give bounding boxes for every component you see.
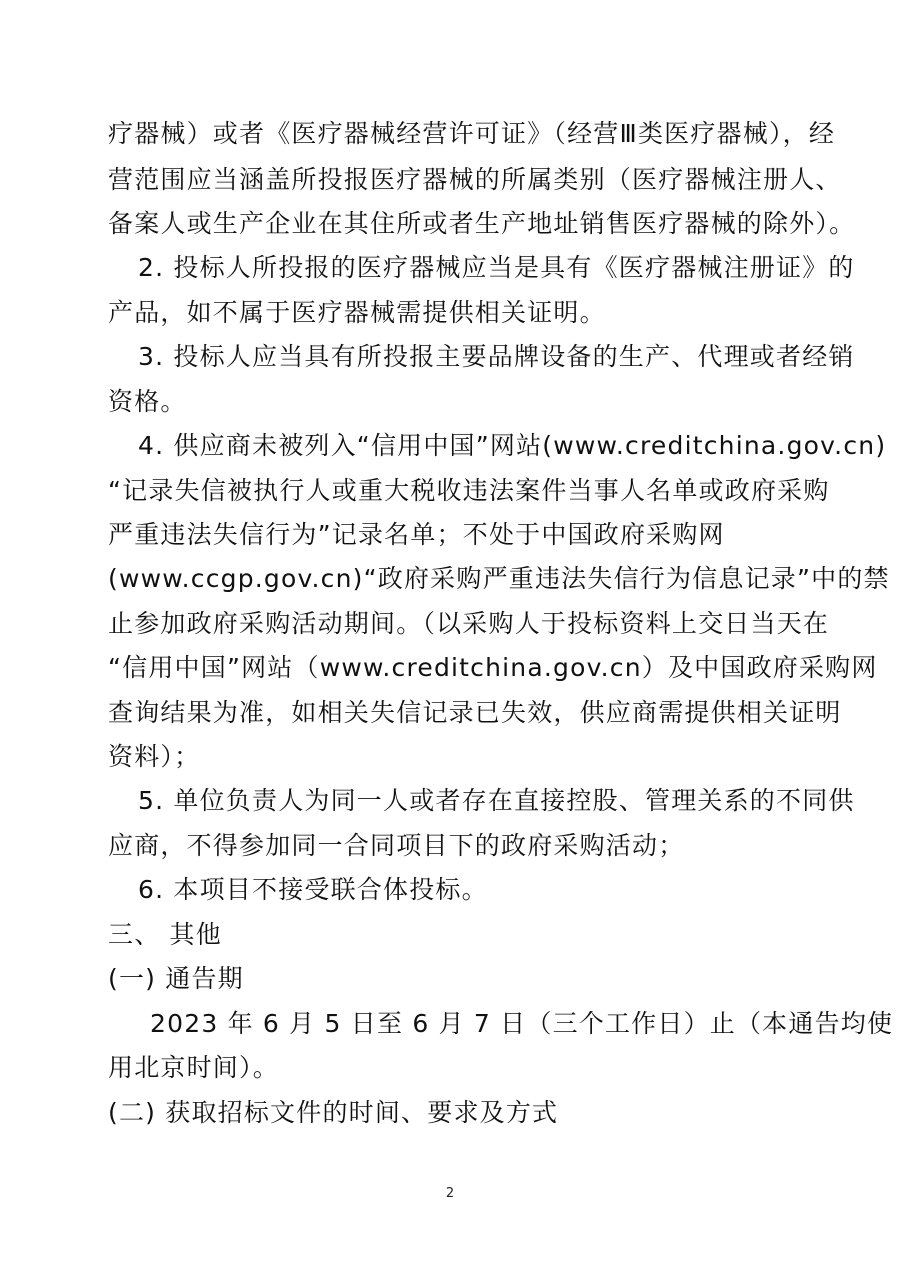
paragraph-line: 产品，如不属于医疗器械需提供相关证明。 (108, 298, 606, 327)
paragraph-line: 疗器械）或者《医疗器械经营许可证》（经营Ⅲ类医疗器械），经 (108, 119, 836, 148)
paragraph-line: 应商，不得参加同一合同项目下的政府采购活动； (108, 831, 685, 860)
paragraph-line: 资料）； (108, 742, 201, 771)
list-item-5: 5. 单位负责人为同一人或者存在直接控股、管理关系的不同供 (138, 786, 855, 815)
paragraph-line: 严重违法失信行为”记录名单；不处于中国政府采购网 (108, 520, 725, 549)
list-item-6: 6. 本项目不接受联合体投标。 (138, 875, 488, 904)
subsection-heading-bid-documents: (二) 获取招标文件的时间、要求及方式 (108, 1098, 559, 1127)
list-item-4: 4. 供应商未被列入“信用中国”网站(www.creditchina.gov.cn) (138, 431, 887, 460)
paragraph-line: 资格。 (108, 387, 187, 416)
page-number: 2 (445, 1186, 455, 1201)
paragraph-line: “记录失信被执行人或重大税收违法案件当事人名单或政府采购 (108, 476, 830, 505)
paragraph-line: 备案人或生产企业在其住所或者生产地址销售医疗器械的除外）。 (108, 209, 856, 238)
paragraph-line: 用北京时间）。 (108, 1053, 279, 1082)
paragraph-line: 止参加政府采购活动期间。（以采购人于投标资料上交日当天在 (108, 609, 830, 638)
section-heading-other: 三、 其他 (108, 920, 222, 949)
list-item-3: 3. 投标人应当具有所投报主要品牌设备的生产、代理或者经销 (138, 342, 855, 371)
paragraph-line: “信用中国”网站（www.creditchina.gov.cn）及中国政府采购网 (108, 653, 878, 682)
paragraph-line: (www.ccgp.gov.cn)“政府采购严重违法失信行为信息记录”中的禁 (108, 564, 890, 593)
paragraph-line: 查询结果为准，如相关失信记录已失效，供应商需提供相关证明 (108, 698, 842, 727)
list-item-2: 2. 投标人所投报的医疗器械应当是具有《医疗器械注册证》的 (138, 253, 855, 282)
paragraph-line: 2023 年 6 月 5 日至 6 月 7 日（三个工作日）止（本通告均使 (150, 1009, 894, 1038)
subsection-heading-notice-period: (一) 通告期 (108, 964, 244, 993)
paragraph-line: 营范围应当涵盖所投报医疗器械的所属类别（医疗器械注册人、 (108, 165, 842, 194)
